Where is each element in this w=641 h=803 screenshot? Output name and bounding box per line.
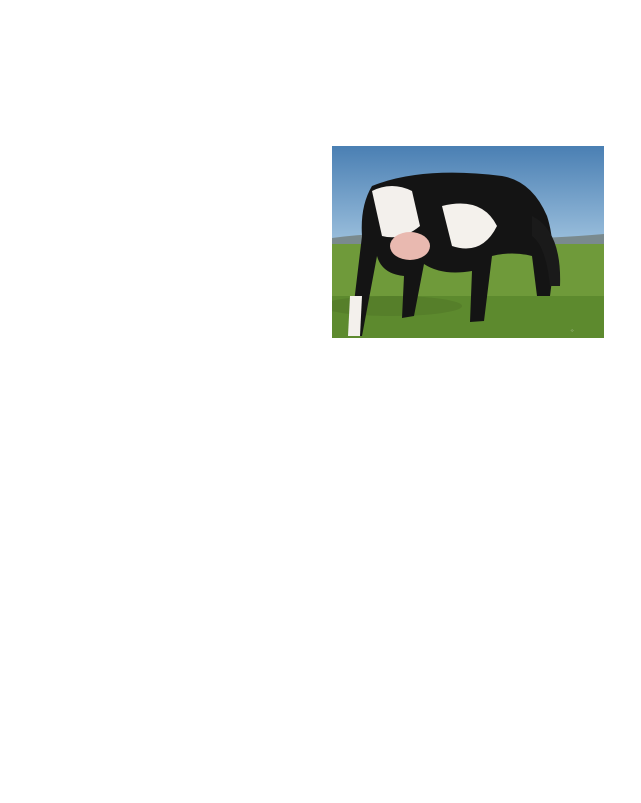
cow-photo [332, 146, 604, 338]
cow-photo-image [332, 146, 604, 338]
svg-text:⁘: ⁘ [570, 328, 575, 334]
